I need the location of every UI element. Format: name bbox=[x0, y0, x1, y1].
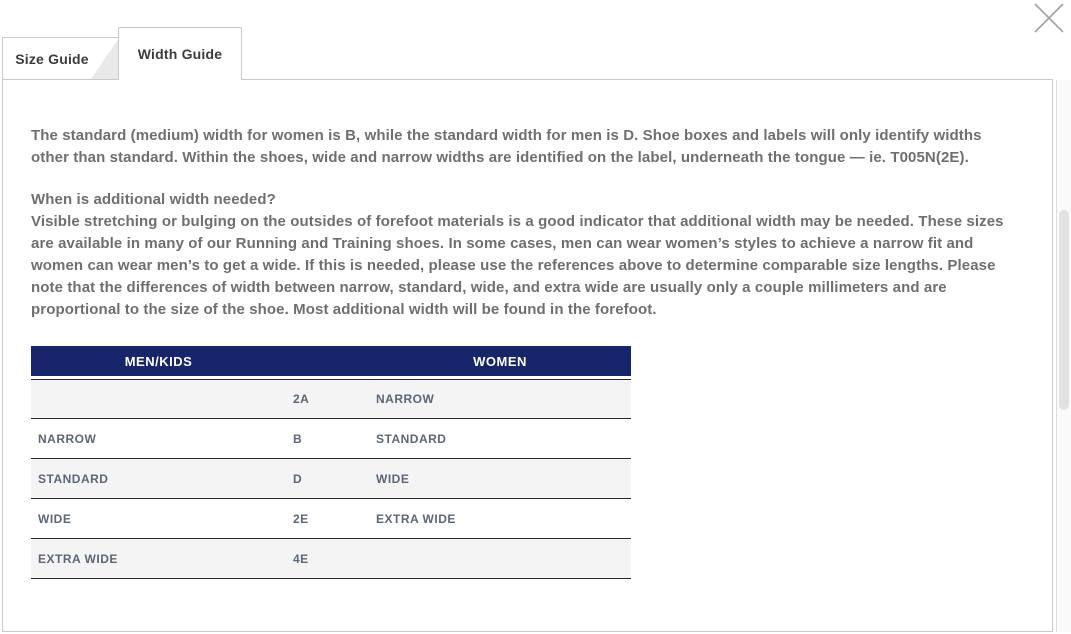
cell-women: EXTRA WIDE bbox=[369, 499, 631, 539]
table-row bbox=[31, 379, 631, 419]
tab-size-guide-label: Size Guide bbox=[15, 50, 89, 67]
cell-men-kids: WIDE bbox=[31, 499, 286, 539]
close-button[interactable] bbox=[1031, 1, 1067, 35]
additional-width-heading: When is additional width needed? bbox=[31, 191, 276, 208]
cell-men-kids: NARROW bbox=[31, 419, 286, 459]
explanation-paragraph: Visible stretching or bulging on the outsides of forefoot materials is a good indicator that additional width may be needed. These sizes are available in many of our Running and Training shoes. In some cases, men can wear women’s styles to achieve a narrow fit and women can wear men’s to get a wide. If this is needed, please use the references above to determine comparable size lengths. Please note that the differences of width between narrow, standard, wide, and extra wide are usually only a couple millimeters and are proportional to the size of the shoe. Most additional width will be found in the forefoot. bbox=[31, 213, 1004, 318]
header-spacer bbox=[286, 346, 369, 379]
table-row bbox=[31, 459, 631, 499]
table-header-row bbox=[31, 346, 631, 379]
scrollbar[interactable] bbox=[1056, 80, 1071, 632]
cell-men-kids bbox=[31, 379, 286, 419]
tab-width-guide-label: Width Guide bbox=[137, 46, 223, 62]
scrollbar-thumb[interactable] bbox=[1059, 210, 1069, 410]
width-guide-panel bbox=[2, 79, 1053, 632]
table-row bbox=[31, 499, 631, 539]
table-row bbox=[31, 539, 631, 579]
cell-women: NARROW bbox=[369, 379, 631, 419]
cell-women: STANDARD bbox=[369, 419, 631, 459]
cell-women: WIDE bbox=[369, 459, 631, 499]
tab-size-guide[interactable] bbox=[2, 37, 119, 79]
cell-width-code: 2E bbox=[286, 499, 369, 539]
cell-width-code: D bbox=[286, 459, 369, 499]
cell-men-kids: STANDARD bbox=[31, 459, 286, 499]
close-icon bbox=[1033, 3, 1065, 33]
cell-width-code: B bbox=[286, 419, 369, 459]
intro-paragraph: The standard (medium) width for women is B, while the standard width for men is D. Shoe boxes and labels will only identify widths other than standard. Within the shoes, wide and narrow widths are identified on the label, underneath the tongue — ie. T005N(2E). bbox=[31, 127, 982, 166]
width-comparison-table bbox=[31, 346, 631, 579]
cell-width-code: 2A bbox=[286, 379, 369, 419]
tab-corner-fold bbox=[91, 38, 119, 79]
cell-men-kids: EXTRA WIDE bbox=[31, 539, 286, 579]
table-row bbox=[31, 419, 631, 459]
cell-women bbox=[369, 539, 631, 579]
header-women: WOMEN bbox=[369, 346, 631, 379]
tab-width-guide[interactable] bbox=[118, 27, 242, 80]
header-men-kids: MEN/KIDS bbox=[31, 346, 286, 379]
cell-width-code: 4E bbox=[286, 539, 369, 579]
